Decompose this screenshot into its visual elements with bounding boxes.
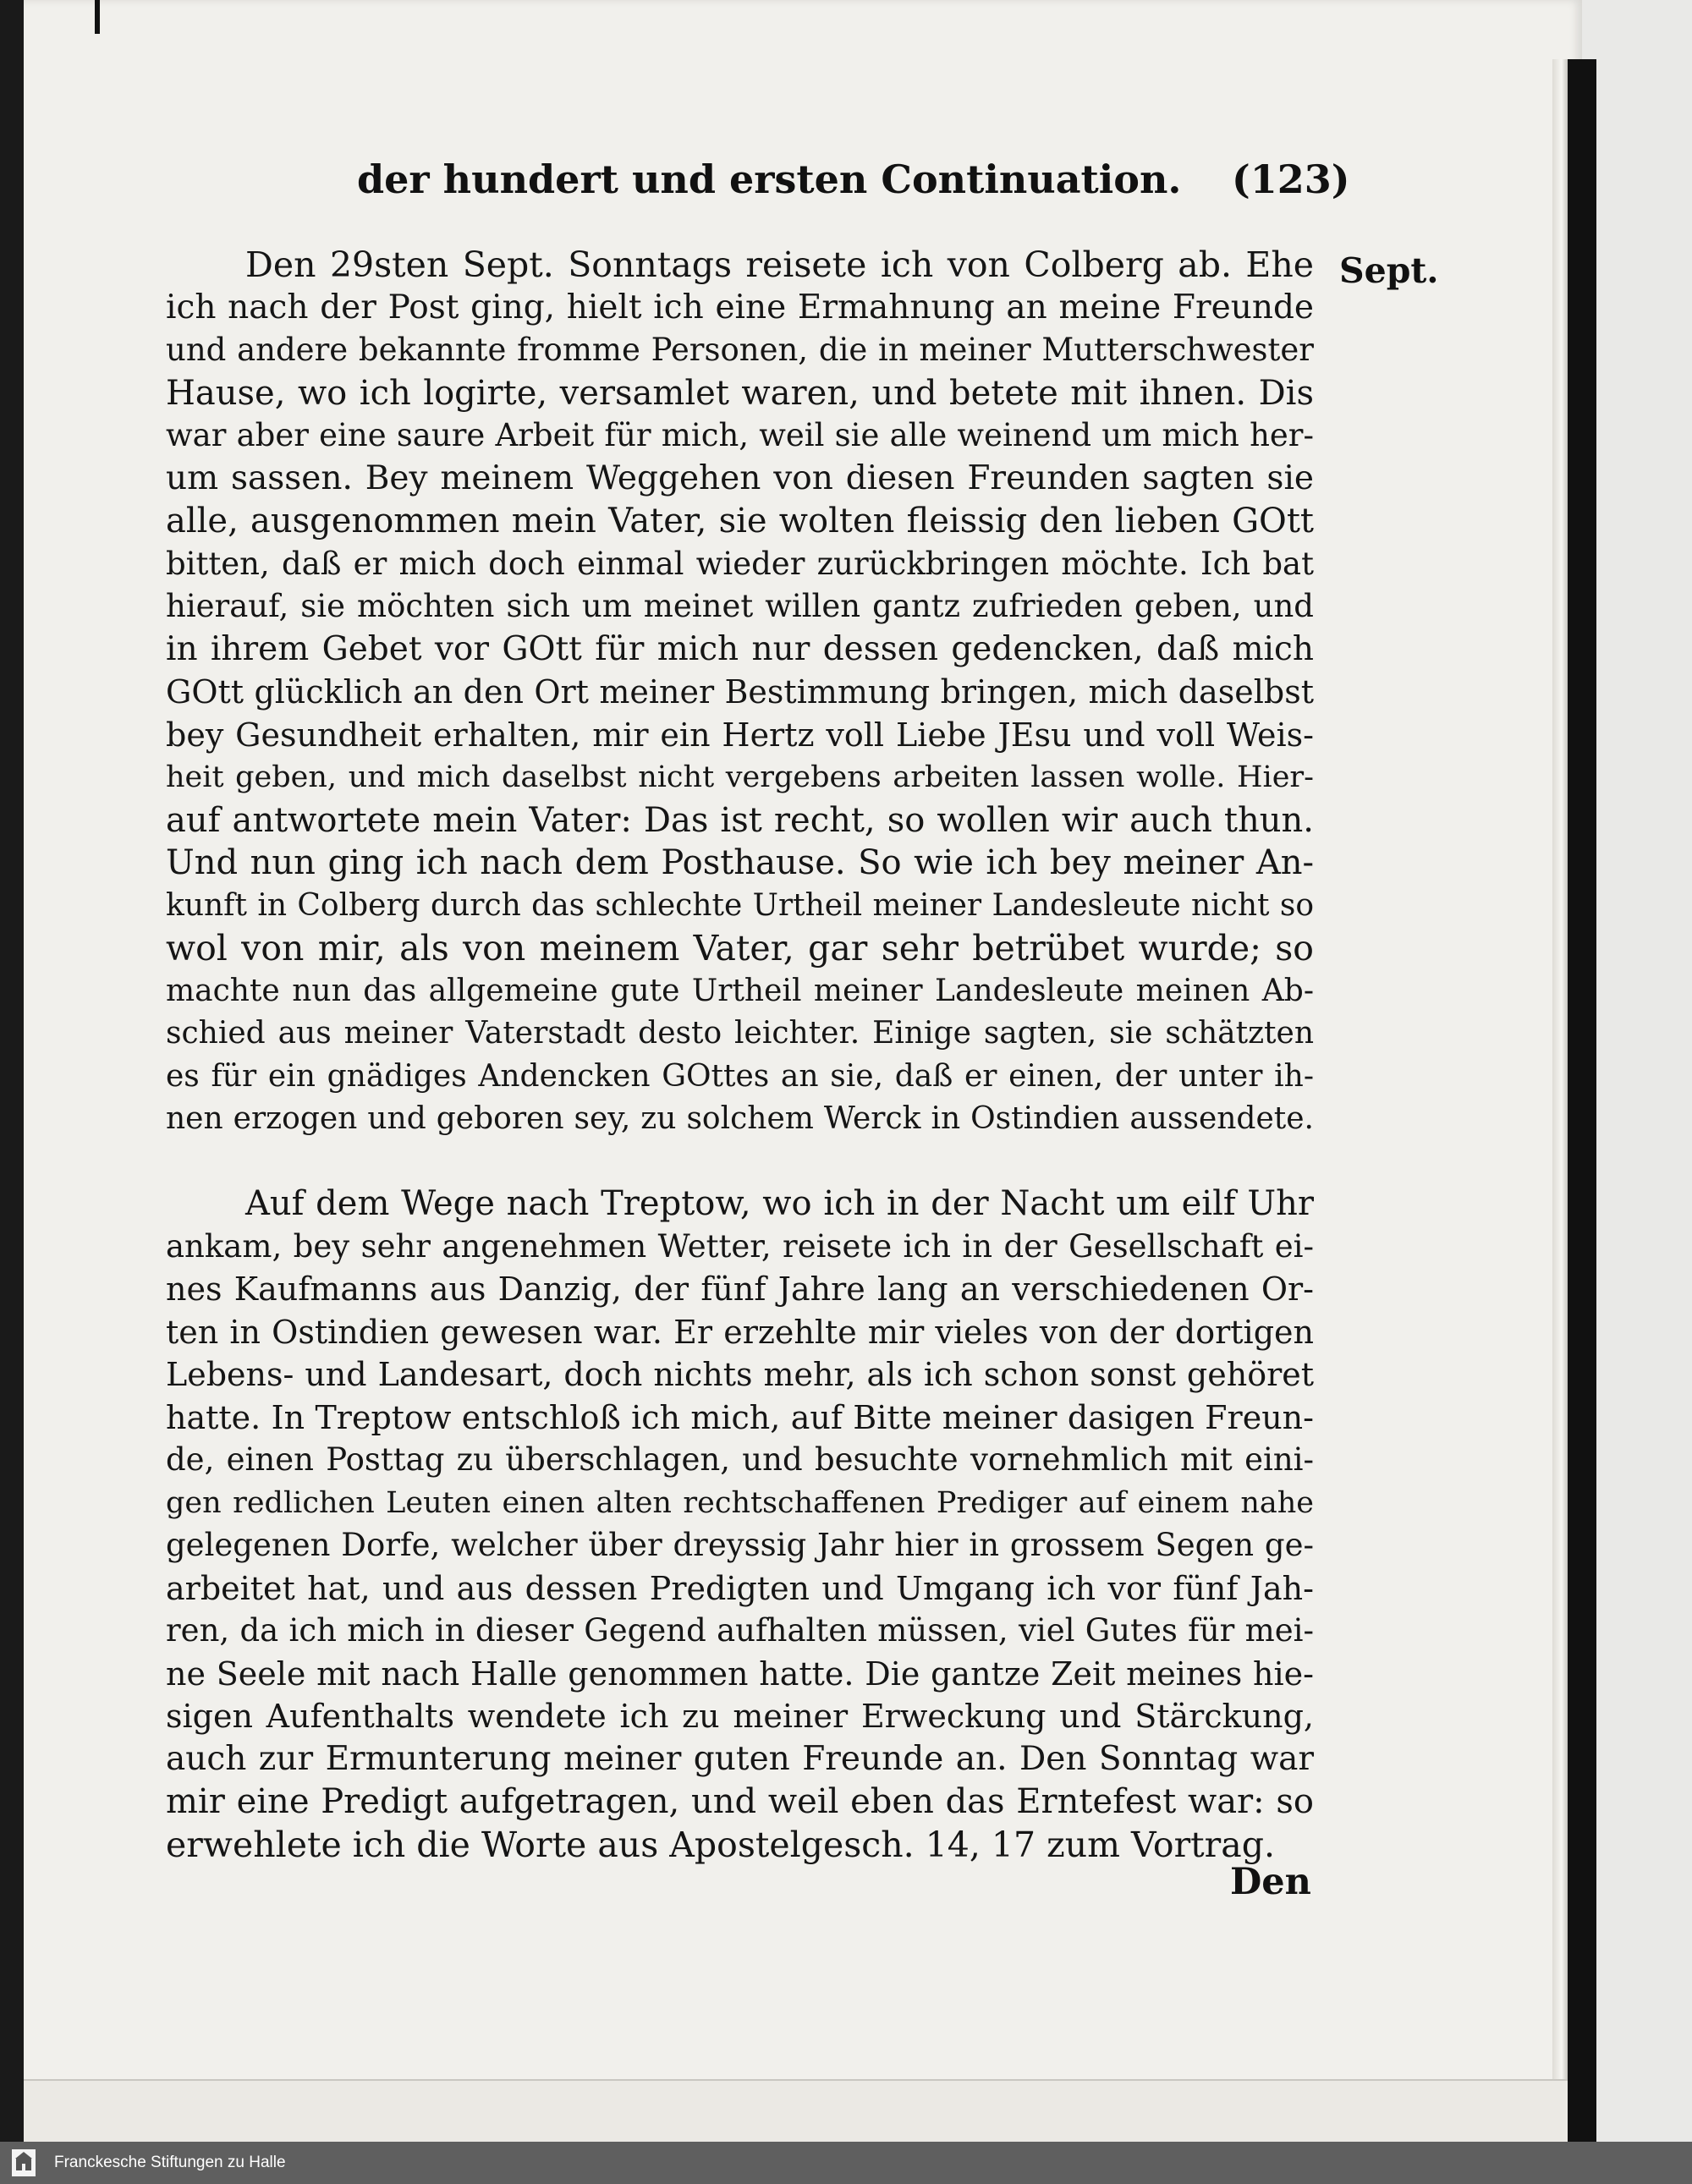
footer-institution: Franckesche Stiftungen zu Halle — [54, 2154, 286, 2171]
text-line: arbeitet hat, und aus dessen Predigten und Umgang ich vor fünf Jah- — [166, 1570, 1314, 1607]
text-line: erwehlete ich die Worte aus Apostelgesch. 14, 17 zum Vortrag. — [166, 1825, 1275, 1865]
text-line: in ihrem Gebet vor GOtt für mich nur dessen gedencken, daß mich — [166, 630, 1314, 668]
text-line: wol von mir, als von meinem Vater, gar sehr betrübet wurde; so — [166, 928, 1314, 969]
page-edge-strip — [95, 0, 100, 34]
text-line: Auf dem Wege nach Treptow, wo ich in der Nacht um eilf Uhr — [245, 1184, 1314, 1223]
text-line: es für ein gnädiges Andencken GOttes an sie, daß er einen, der unter ih- — [166, 1059, 1314, 1094]
text-line: ich nach der Post ging, hielt ich eine Ermahnung an meine Freunde — [166, 288, 1314, 327]
text-line: Den 29sten Sept. Sonntags reisete ich von Colberg ab. Ehe — [245, 244, 1314, 285]
text-line: nes Kaufmanns aus Danzig, der fünf Jahre lang an verschiedenen Or- — [166, 1270, 1314, 1308]
text-line: Und nun ging ich nach dem Posthause. So wie ich bey meiner An- — [166, 843, 1314, 882]
text-line: bey Gesundheit erhalten, mir ein Hertz voll Liebe JEsu und voll Weis- — [166, 716, 1314, 754]
text-line: gen redlichen Leuten einen alten rechtschaffenen Prediger auf einem nahe — [166, 1486, 1314, 1520]
text-line: heit geben, und mich daselbst nicht vergebens arbeiten lassen wolle. Hier- — [166, 760, 1314, 794]
text-line: GOtt glücklich an den Ort meiner Bestimmung bringen, mich daselbst — [166, 673, 1314, 711]
text-line: hatte. In Treptow entschloß ich mich, auf Bitte meiner dasigen Freun- — [166, 1399, 1314, 1436]
institution-logo-icon — [7, 2146, 41, 2180]
text-line: hierauf, sie möchten sich um meinet willen gantz zufrieden geben, und — [166, 588, 1314, 624]
text-line: gelegenen Dorfe, welcher über dreyssig Jahr hier in grossem Segen ge- — [166, 1527, 1314, 1563]
text-line: um sassen. Bey meinem Weggehen von diesen Freunden sagten sie — [166, 459, 1314, 497]
text-line: mir eine Predigt aufgetragen, und weil eben das Erntefest war: so — [166, 1782, 1314, 1821]
text-line: bitten, daß er mich doch einmal wieder zurückbringen möchte. Ich bat — [166, 546, 1314, 582]
book-binding — [1568, 59, 1596, 2142]
page-number: (123) — [1232, 156, 1350, 202]
text-line: machte nun das allgemeine gute Urtheil meiner Landesleute meinen Ab- — [166, 974, 1314, 1008]
running-title: der hundert und ersten Continuation. — [357, 156, 1182, 202]
text-line: kunft in Colberg durch das schlechte Urtheil meiner Landesleute nicht so — [166, 888, 1314, 923]
text-line: war aber eine saure Arbeit für mich, weil sie alle weinend um mich her- — [166, 417, 1314, 453]
left-page-edge — [0, 0, 24, 2142]
running-header — [0, 156, 1692, 216]
text-line: nen erzogen und geboren sey, zu solchem Werck in Ostindien aussendete. — [166, 1101, 1314, 1136]
text-line: ne Seele mit nach Halle genommen hatte. Die gantze Zeit meines hie- — [166, 1655, 1314, 1693]
text-line: schied aus meiner Vaterstadt desto leichter. Einige sagten, sie schätzten — [166, 1016, 1314, 1051]
text-line: und andere bekannte fromme Personen, die in meiner Mutterschwester — [166, 332, 1314, 368]
page-fold — [1552, 59, 1568, 2140]
footer-bar — [0, 2142, 1692, 2184]
catchword: Den — [1230, 1861, 1311, 1903]
text-line: alle, ausgenommen mein Vater, sie wolten fleissig den lieben GOtt — [166, 502, 1314, 541]
text-line: auch zur Ermunterung meiner guten Freunde an. Den Sonntag war — [166, 1740, 1314, 1778]
margin-note: Sept. — [1339, 250, 1439, 291]
text-line: sigen Aufenthalts wendete ich zu meiner Erweckung und Stärckung, — [166, 1698, 1314, 1735]
text-line: ren, da ich mich in dieser Gegend aufhalten müssen, viel Gutes für mei- — [166, 1612, 1314, 1649]
page-bottom-edge — [24, 2079, 1568, 2143]
text-line: ten in Ostindien gewesen war. Er erzehlte mir vieles von der dortigen — [166, 1314, 1314, 1351]
text-line: Lebens- und Landesart, doch nichts mehr, als ich schon sonst gehöret — [166, 1356, 1314, 1393]
text-line: de, einen Posttag zu überschlagen, und besuchte vornehmlich mit eini- — [166, 1441, 1314, 1478]
text-line: Hause, wo ich logirte, versamlet waren, und betete mit ihnen. Dis — [166, 374, 1314, 413]
text-line: auf antwortete mein Vater: Das ist recht, so wollen wir auch thun. — [166, 801, 1314, 840]
text-line: ankam, bey sehr angenehmen Wetter, reisete ich in der Gesellschaft ei- — [166, 1228, 1314, 1265]
